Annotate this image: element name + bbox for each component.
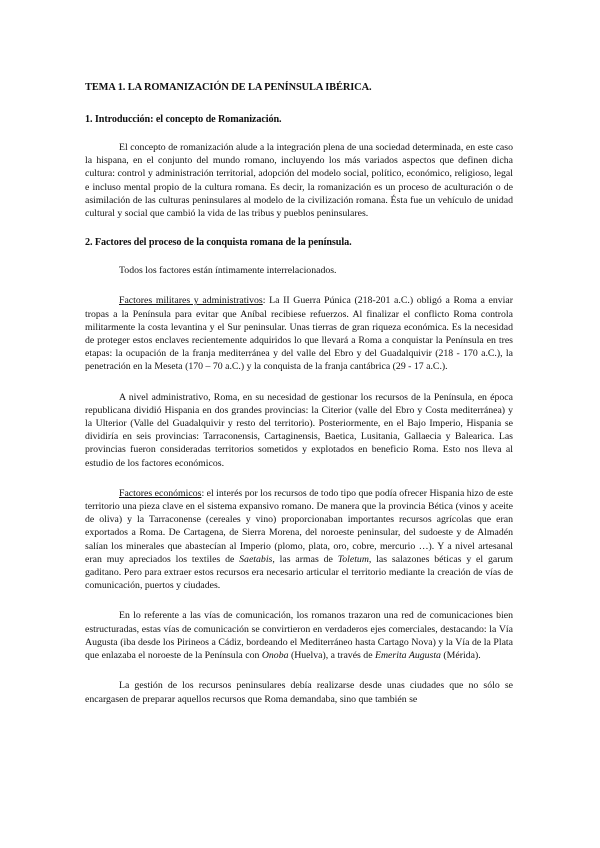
economic-factors-paragraph [85, 487, 513, 593]
roads-paragraph [85, 609, 513, 662]
administrative-paragraph: A nivel administrativo, Roma, en su necesidad de gestionar los recursos de la Península, en época republicana dividió Hispania en dos grandes provincias: la Citerior (valle del Ebro y Costa mediterránea) y la Ulterior (Valle del Guadalquivir y resto del territorio). Posteriormente, en el Bajo Imperio, Hispania se dividiría en seis provincias: Tarraconensis, Cartaginensis, Baetica, Lusitania, Gallaecia y Balearica. Las provincias fueron consideradas territorios sometidos y explotados en beneficio Roma. Esto nos lleva al estudio de los factores económicos. [85, 391, 513, 469]
roads-text-a: En lo referente a las vías de comunicación, los romanos trazaron una red de comunicaciones bien estructuradas, estas vías de comunicación se convirtieron en verdaderos ejes comerciales, destacando: la Vía Augusta (iba desde los Pirineos a Cádiz, bordeando el Mediterráneo hasta Cartago Nova) y la Vía de la Plata que enlazaba el noroeste de la Península con [85, 610, 513, 662]
roads-text-b: (Huelva), a través de [288, 650, 375, 662]
section-1-heading: 1. Introducción: el concepto de Romanización. [85, 114, 282, 125]
roads-text-c: (Mérida). [440, 650, 481, 662]
economic-text-a: : el interés por los recursos de todo tipo que podía ofrecer Hispania hizo de este territorio una pieza clave en el sistema expansivo romano. De manera que la provincia Bética (vinos y aceite de oliva) y la Tarraconense (cereales y vino) proporcionaban importantes recursos agrícolas que eran exportados a Roma. De Cartagena, de Sierra Morena, del noroeste peninsular, del sudoeste y de Almadén salían los minerales que abastecían al Imperio (plomo, plata, oro, cobre, mercurio …). Y a nivel artesanal eran muy apreciados los textiles de [85, 487, 513, 565]
toletum-italic: Toletum [337, 553, 369, 565]
section-2-heading: 2. Factores del proceso de la conquista romana de la península. [85, 237, 352, 249]
factors-intro-paragraph: Todos los factores están íntimamente interrelacionados. [119, 265, 337, 277]
document-title: TEMA 1. LA ROMANIZACIÓN DE LA PENÍNSULA IBÉRICA. [85, 82, 372, 93]
onoba-italic: Onoba [261, 650, 289, 662]
saetabis-italic: Saetabis [239, 553, 273, 565]
economic-text-b: , las armas de [272, 553, 338, 565]
emerita-italic: Emerita Augusta [375, 650, 441, 662]
document-page [85, 82, 513, 706]
economic-text-c: , las salazones béticas y el garum gaditano. Pero para extraer estos recursos era necesario articular el territorio mediante la creación de vías de comunicación, puertos y ciudades. [85, 553, 513, 592]
economic-factors-label: Factores económicos [119, 487, 202, 499]
military-factors-paragraph [85, 294, 513, 373]
military-factors-text: : La II Guerra Púnica (218-201 a.C.) obligó a Roma a enviar tropas a la Península para evitar que Aníbal recibiese refuerzos. Al finalizar el conflicto Roma controla militarmente la costa levantina y el Sur peninsular. Unas tierras de gran riqueza económica. Es la necesidad de proteger estos enclaves recientemente adquiridos lo que llevará a Roma a conquistar la Península en tres etapas: la ocupación de la franja mediterránea y del valle del Ebro y del Guadalquivir (218 - 170 a.C.), la penetración en la Meseta (170 – 70 a.C.) y la conquista de la franja cantábrica (29 - 17 a.C.). [85, 295, 513, 373]
cities-paragraph: La gestión de los recursos peninsulares debía realizarse desde unas ciudades que no sólo se encargasen de preparar aquellos recursos que Roma demandaba, sino que también se [85, 680, 513, 705]
military-factors-label: Factores militares y administrativos [119, 295, 263, 307]
section-1-paragraph: El concepto de romanización alude a la integración plena de una sociedad determinada, en este caso la hispana, en el conjunto del mundo romano, incluyendo los más variados aspectos que definen dicha cultura: control y administración territorial, adopción del modelo social, político, económico, religioso, legal e incluso mental propio de la cultura romana. Es decir, la romanización es un proceso de aculturación o de asimilación de las culturas peninsulares al modelo de la civilización romana. Ésta fue un vehículo de unidad cultural y social que cambió la vida de las tribus y pueblos peninsulares. [85, 142, 513, 220]
